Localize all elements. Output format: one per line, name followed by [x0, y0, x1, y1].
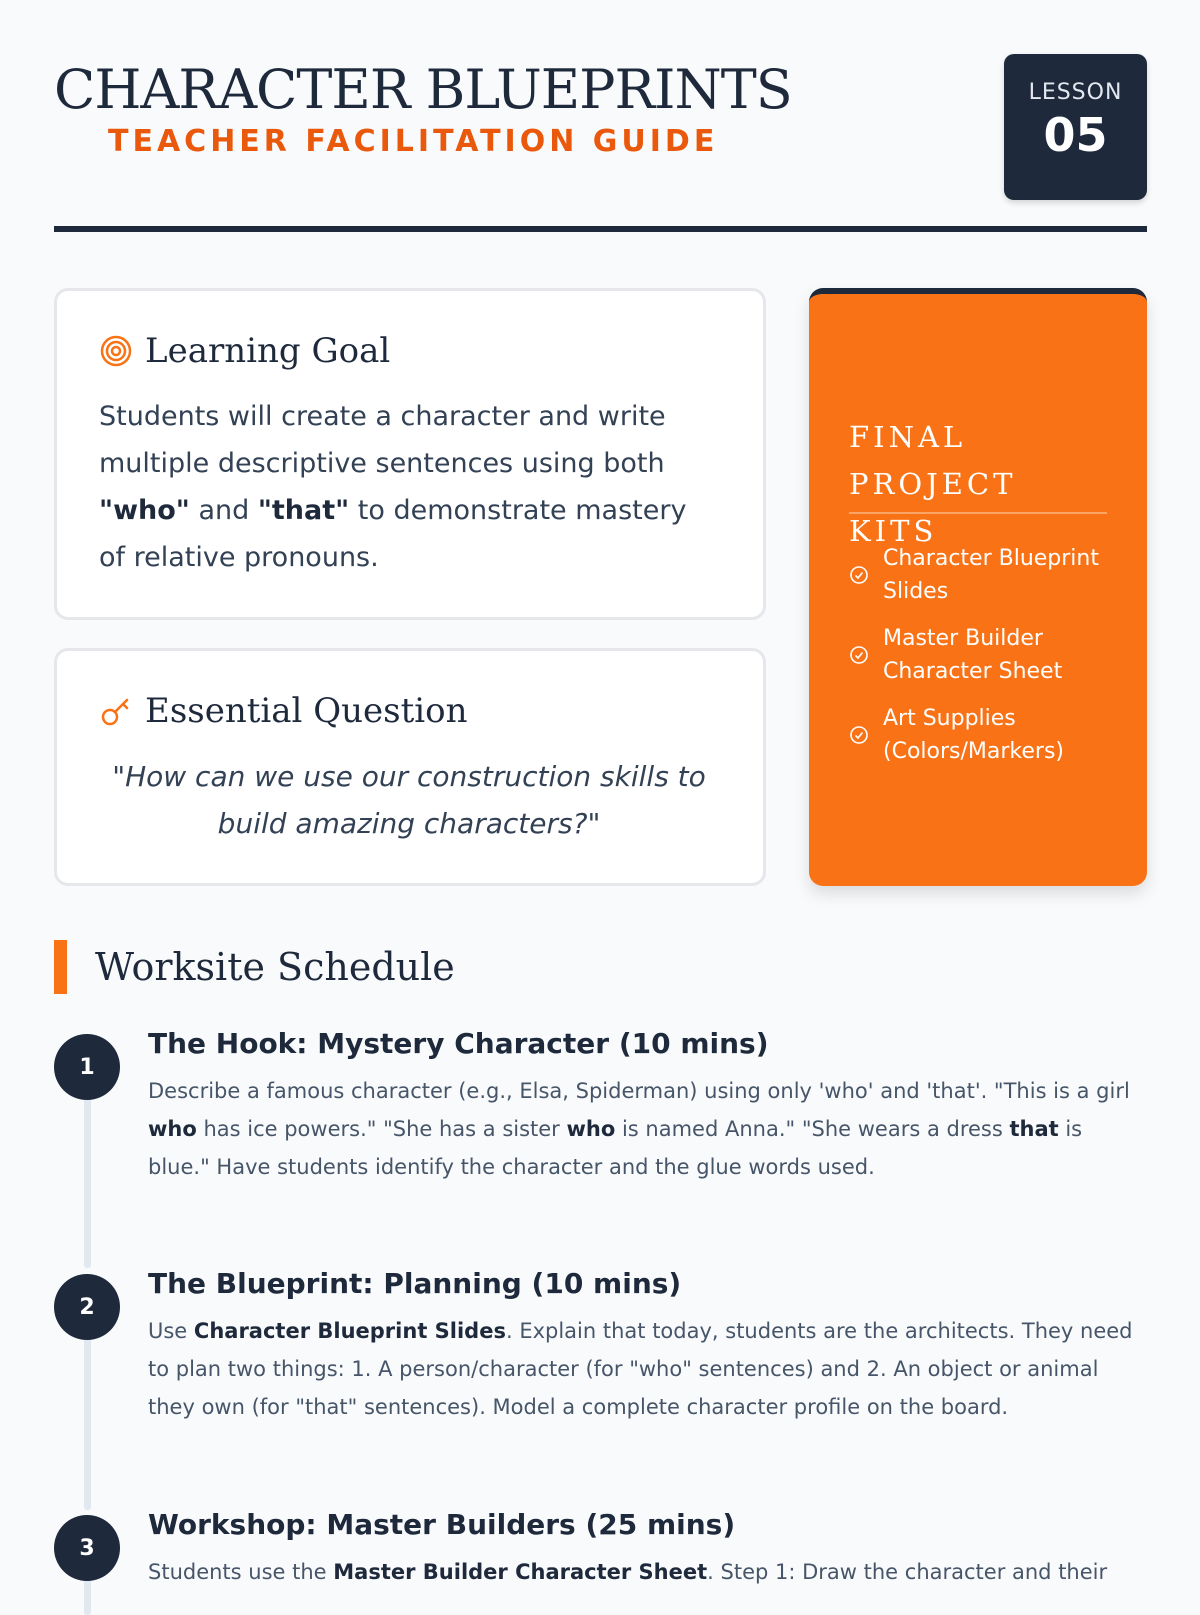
- check-circle-icon: [849, 725, 869, 745]
- final-project-kits-panel: [809, 288, 1147, 886]
- step-description: Students use the Master Builder Character Sheet. Step 1: Draw the character and their: [148, 1560, 1108, 1584]
- page-title: CHARACTER BLUEPRINTS: [54, 58, 792, 121]
- kits-list: [849, 542, 1119, 782]
- step-number: 1: [54, 1034, 120, 1100]
- step-description: Use Character Blueprint Slides. Explain that today, students are the architects. They need to plan two things: 1. A person/character (for "who" sentences) and 2. An object or animal they own (for "that" sentences). Model a complete character profile on the board.: [148, 1319, 1133, 1419]
- kit-item: Master Builder Character Sheet: [849, 622, 1119, 688]
- schedule-title: Worksite Schedule: [95, 945, 455, 989]
- schedule-accent-bar: [54, 940, 67, 994]
- timeline-line: [84, 1094, 91, 1268]
- check-circle-icon: [849, 565, 869, 585]
- lesson-number: 05: [1043, 108, 1108, 162]
- header: [54, 54, 1147, 234]
- learning-goal-title: Learning Goal: [145, 331, 391, 371]
- essential-question-title: Essential Question: [145, 691, 468, 731]
- essential-question-text: "How can we use our construction skills to build amazing characters?": [112, 760, 706, 840]
- step-number: 2: [54, 1274, 120, 1340]
- step-title: Workshop: Master Builders (25 mins): [148, 1508, 736, 1541]
- target-icon: [99, 334, 133, 368]
- kits-divider: [849, 512, 1107, 514]
- learning-goal-card: [54, 288, 766, 620]
- kits-title: FINAL PROJECT KITS: [849, 420, 1017, 548]
- step-title: The Blueprint: Planning (10 mins): [148, 1267, 682, 1300]
- keyword-who: "who": [99, 495, 190, 526]
- lesson-label: LESSON: [1028, 80, 1123, 105]
- check-circle-icon: [849, 645, 869, 665]
- timeline-line: [84, 1575, 91, 1615]
- key-icon: [99, 694, 133, 728]
- kit-item: Art Supplies (Colors/Markers): [849, 702, 1119, 768]
- essential-question-card: [54, 648, 766, 886]
- timeline-line: [84, 1334, 91, 1510]
- keyword-that: "that": [257, 495, 350, 526]
- step-number: 3: [54, 1515, 120, 1581]
- step-description: Describe a famous character (e.g., Elsa, Spiderman) using only 'who' and 'that'. "This is a girl who has ice powers." "She has a sister who is named Anna." "She wears a dress that is blue." Have students identify the character and the glue words used.: [148, 1079, 1130, 1179]
- page-subtitle: TEACHER FACILITATION GUIDE: [108, 124, 719, 159]
- step-title: The Hook: Mystery Character (10 mins): [148, 1027, 769, 1060]
- learning-goal-text: Students will create a character and write multiple descriptive sentences using both "who" and "that" to demonstrate mastery of relative pronouns.: [99, 401, 687, 573]
- header-divider: [54, 226, 1147, 232]
- lesson-badge: [1004, 54, 1147, 200]
- kit-item: Character Blueprint Slides: [849, 542, 1119, 608]
- page: [54, 0, 1147, 1600]
